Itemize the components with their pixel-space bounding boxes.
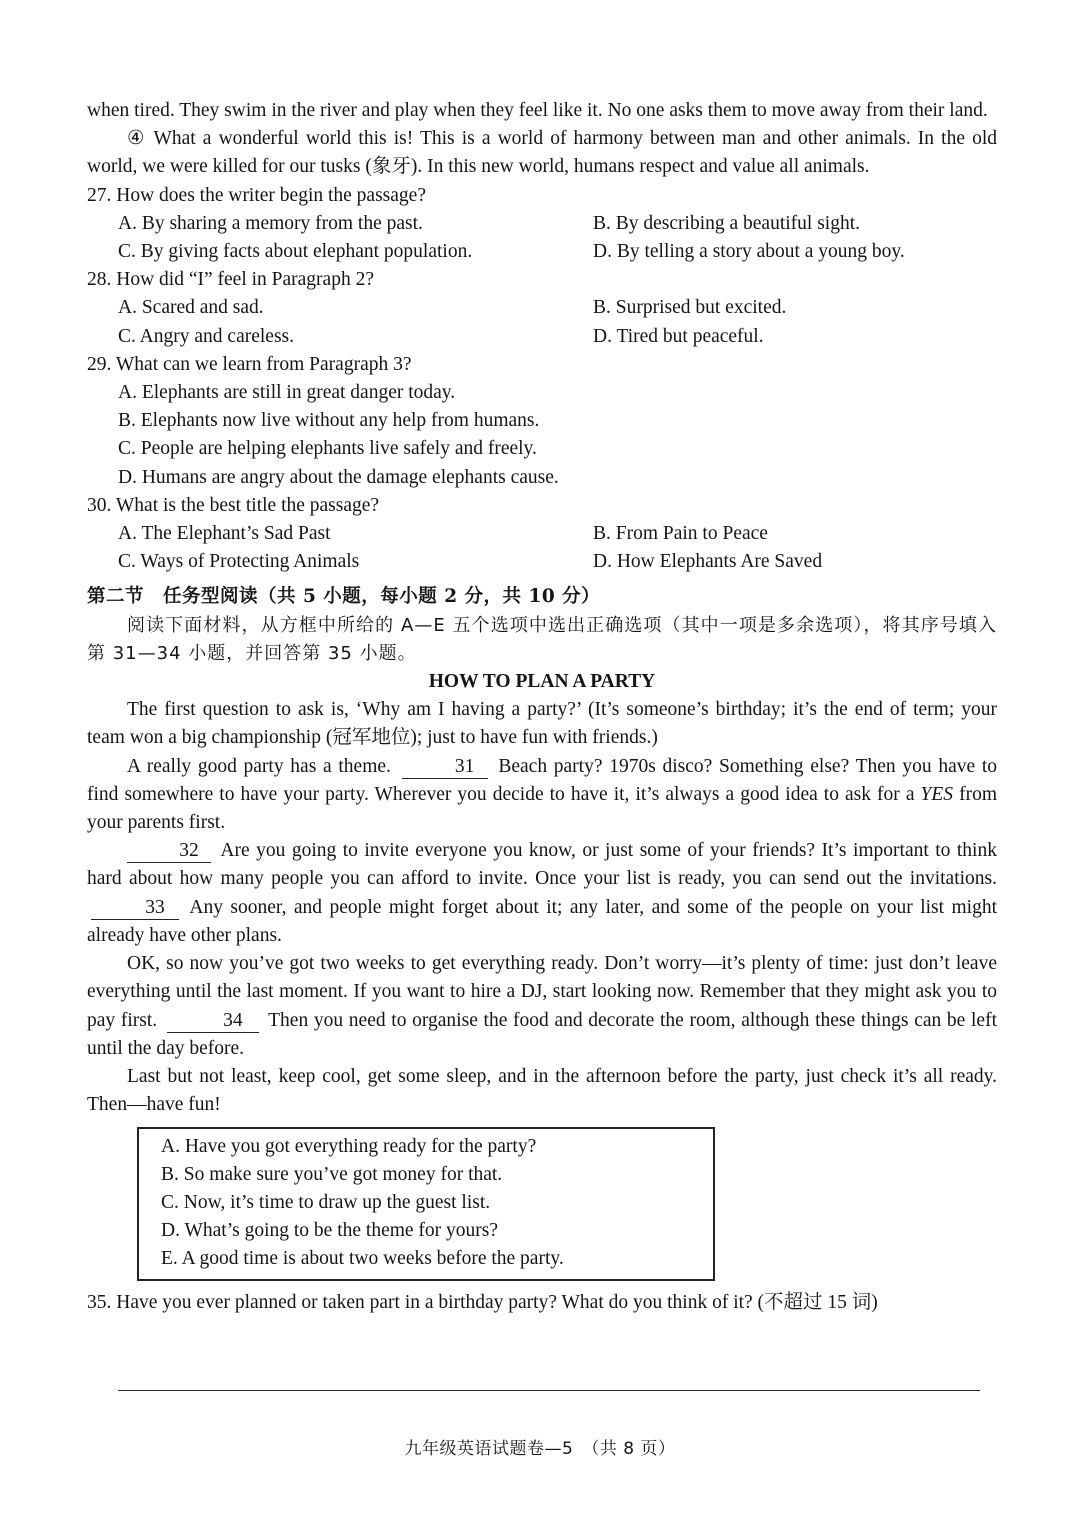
blank-34[interactable]: 34 — [167, 1010, 259, 1033]
question-30 — [87, 492, 997, 577]
question-29 — [87, 351, 997, 492]
question-stem: 29. What can we learn from Paragraph 3? — [87, 353, 412, 375]
option-c: C. Angry and careless. — [118, 325, 294, 347]
option-b: B. Elephants now live without any help from humans. — [118, 410, 540, 432]
option-a: A. Elephants are still in great danger today. — [118, 382, 456, 404]
passage-title: HOW TO PLAN A PARTY — [428, 671, 656, 693]
option-a: A. By sharing a memory from the past. — [118, 212, 423, 234]
box-option-a: A. Have you got everything ready for the party? — [161, 1136, 537, 1158]
option-d: D. Tired but peaceful. — [593, 325, 764, 347]
question-27 — [87, 182, 997, 267]
question-28 — [87, 266, 997, 351]
box-option-d: D. What’s going to be the theme for yours? — [161, 1220, 499, 1242]
section-instruction: 阅读下面材料，从方框中所给的 A—E 五个选项中选出正确选项（其中一项是多余选项），将其序号填入第 31—34 小题，并回答第 35 小题。 — [87, 614, 997, 664]
question-stem: 28. How did “I” feel in Paragraph 2? — [87, 269, 374, 291]
passage-paragraph-1: The first question to ask is, ‘Why am I having a party?’ (It’s someone’s birthday; it’s the end of term; your team won a big championship (冠军地位); just to have fun with friends.) — [87, 699, 997, 749]
box-option-c: C. Now, it’s time to draw up the guest list. — [161, 1192, 491, 1214]
option-c: C. Ways of Protecting Animals — [118, 551, 360, 573]
paragraph-4: ④ What a wonderful world this is! This is a world of harmony between man and other animals. In the old world, we were killed for our tusks (象牙). In this new world, humans respect and value all animals. — [87, 128, 997, 178]
option-d: D. Humans are angry about the damage elephants cause. — [118, 466, 559, 488]
options-box — [137, 1127, 715, 1281]
option-b: B. From Pain to Peace — [593, 523, 768, 545]
option-b: B. By describing a beautiful sight. — [593, 212, 861, 234]
page-footer: 九年级英语试题卷—5 （共 8 页） — [404, 1439, 676, 1459]
option-a: A. Scared and sad. — [118, 297, 264, 319]
answer-line[interactable] — [118, 1390, 980, 1391]
option-d: D. How Elephants Are Saved — [593, 551, 823, 573]
passage-paragraph-5: Last but not least, keep cool, get some sleep, and in the afternoon before the party, just check it’s all ready. Then—have fun! — [87, 1065, 997, 1116]
exam-page — [87, 97, 997, 1318]
box-option-b: B. So make sure you’ve got money for that. — [161, 1164, 503, 1186]
blank-31[interactable]: 31 — [402, 756, 488, 779]
section-heading: 第二节 任务型阅读（共 5 小题，每小题 2 分，共 10 分） — [87, 586, 601, 608]
option-c: C. By giving facts about elephant population. — [118, 241, 473, 263]
question-stem: 30. What is the best title the passage? — [87, 494, 380, 516]
passage-paragraph-2: A really good party has a theme. 31 Beach party? 1970s disco? Something else? Then you have to find somewhere to have your party. Wherever you decide to have it, it’s always a good idea to ask for a YES from your parents first. — [87, 755, 998, 834]
blank-32[interactable]: 32 — [127, 840, 211, 863]
blank-33[interactable]: 33 — [91, 897, 179, 920]
paragraph-continued: when tired. They swim in the river and play when they feel like it. No one asks them to move away from their land. — [87, 100, 988, 121]
option-d: D. By telling a story about a young boy. — [593, 241, 905, 263]
option-c: C. People are helping elephants live safely and freely. — [118, 438, 537, 460]
option-b: B. Surprised but excited. — [593, 297, 787, 319]
box-option-e: E. A good time is about two weeks before the party. — [161, 1248, 564, 1270]
passage-paragraph-3: 32 Are you going to invite everyone you know, or just some of your friends? It’s important to think hard about how many people you can afford to invite. Once your list is ready, you can send out the invitations. 33 Any sooner, and people might forget about it; any later, and some of the people on your list might already have other plans. — [87, 840, 997, 946]
question-stem: 27. How does the writer begin the passage? — [87, 184, 426, 206]
option-a: A. The Elephant’s Sad Past — [118, 523, 331, 545]
passage-paragraph-4: OK, so now you’ve got two weeks to get everything ready. Don’t worry—it’s plenty of time: just don’t leave everything until the last moment. If you want to hire a DJ, start looking now. Remember that they might ask you to pay first. 34 Then you need to organise the food and decorate the room, although these things can be left until the day before. — [87, 953, 998, 1059]
question-35: 35. Have you ever planned or taken part in a birthday party? What do you think of it? (不超过 15 词) — [87, 1292, 878, 1314]
